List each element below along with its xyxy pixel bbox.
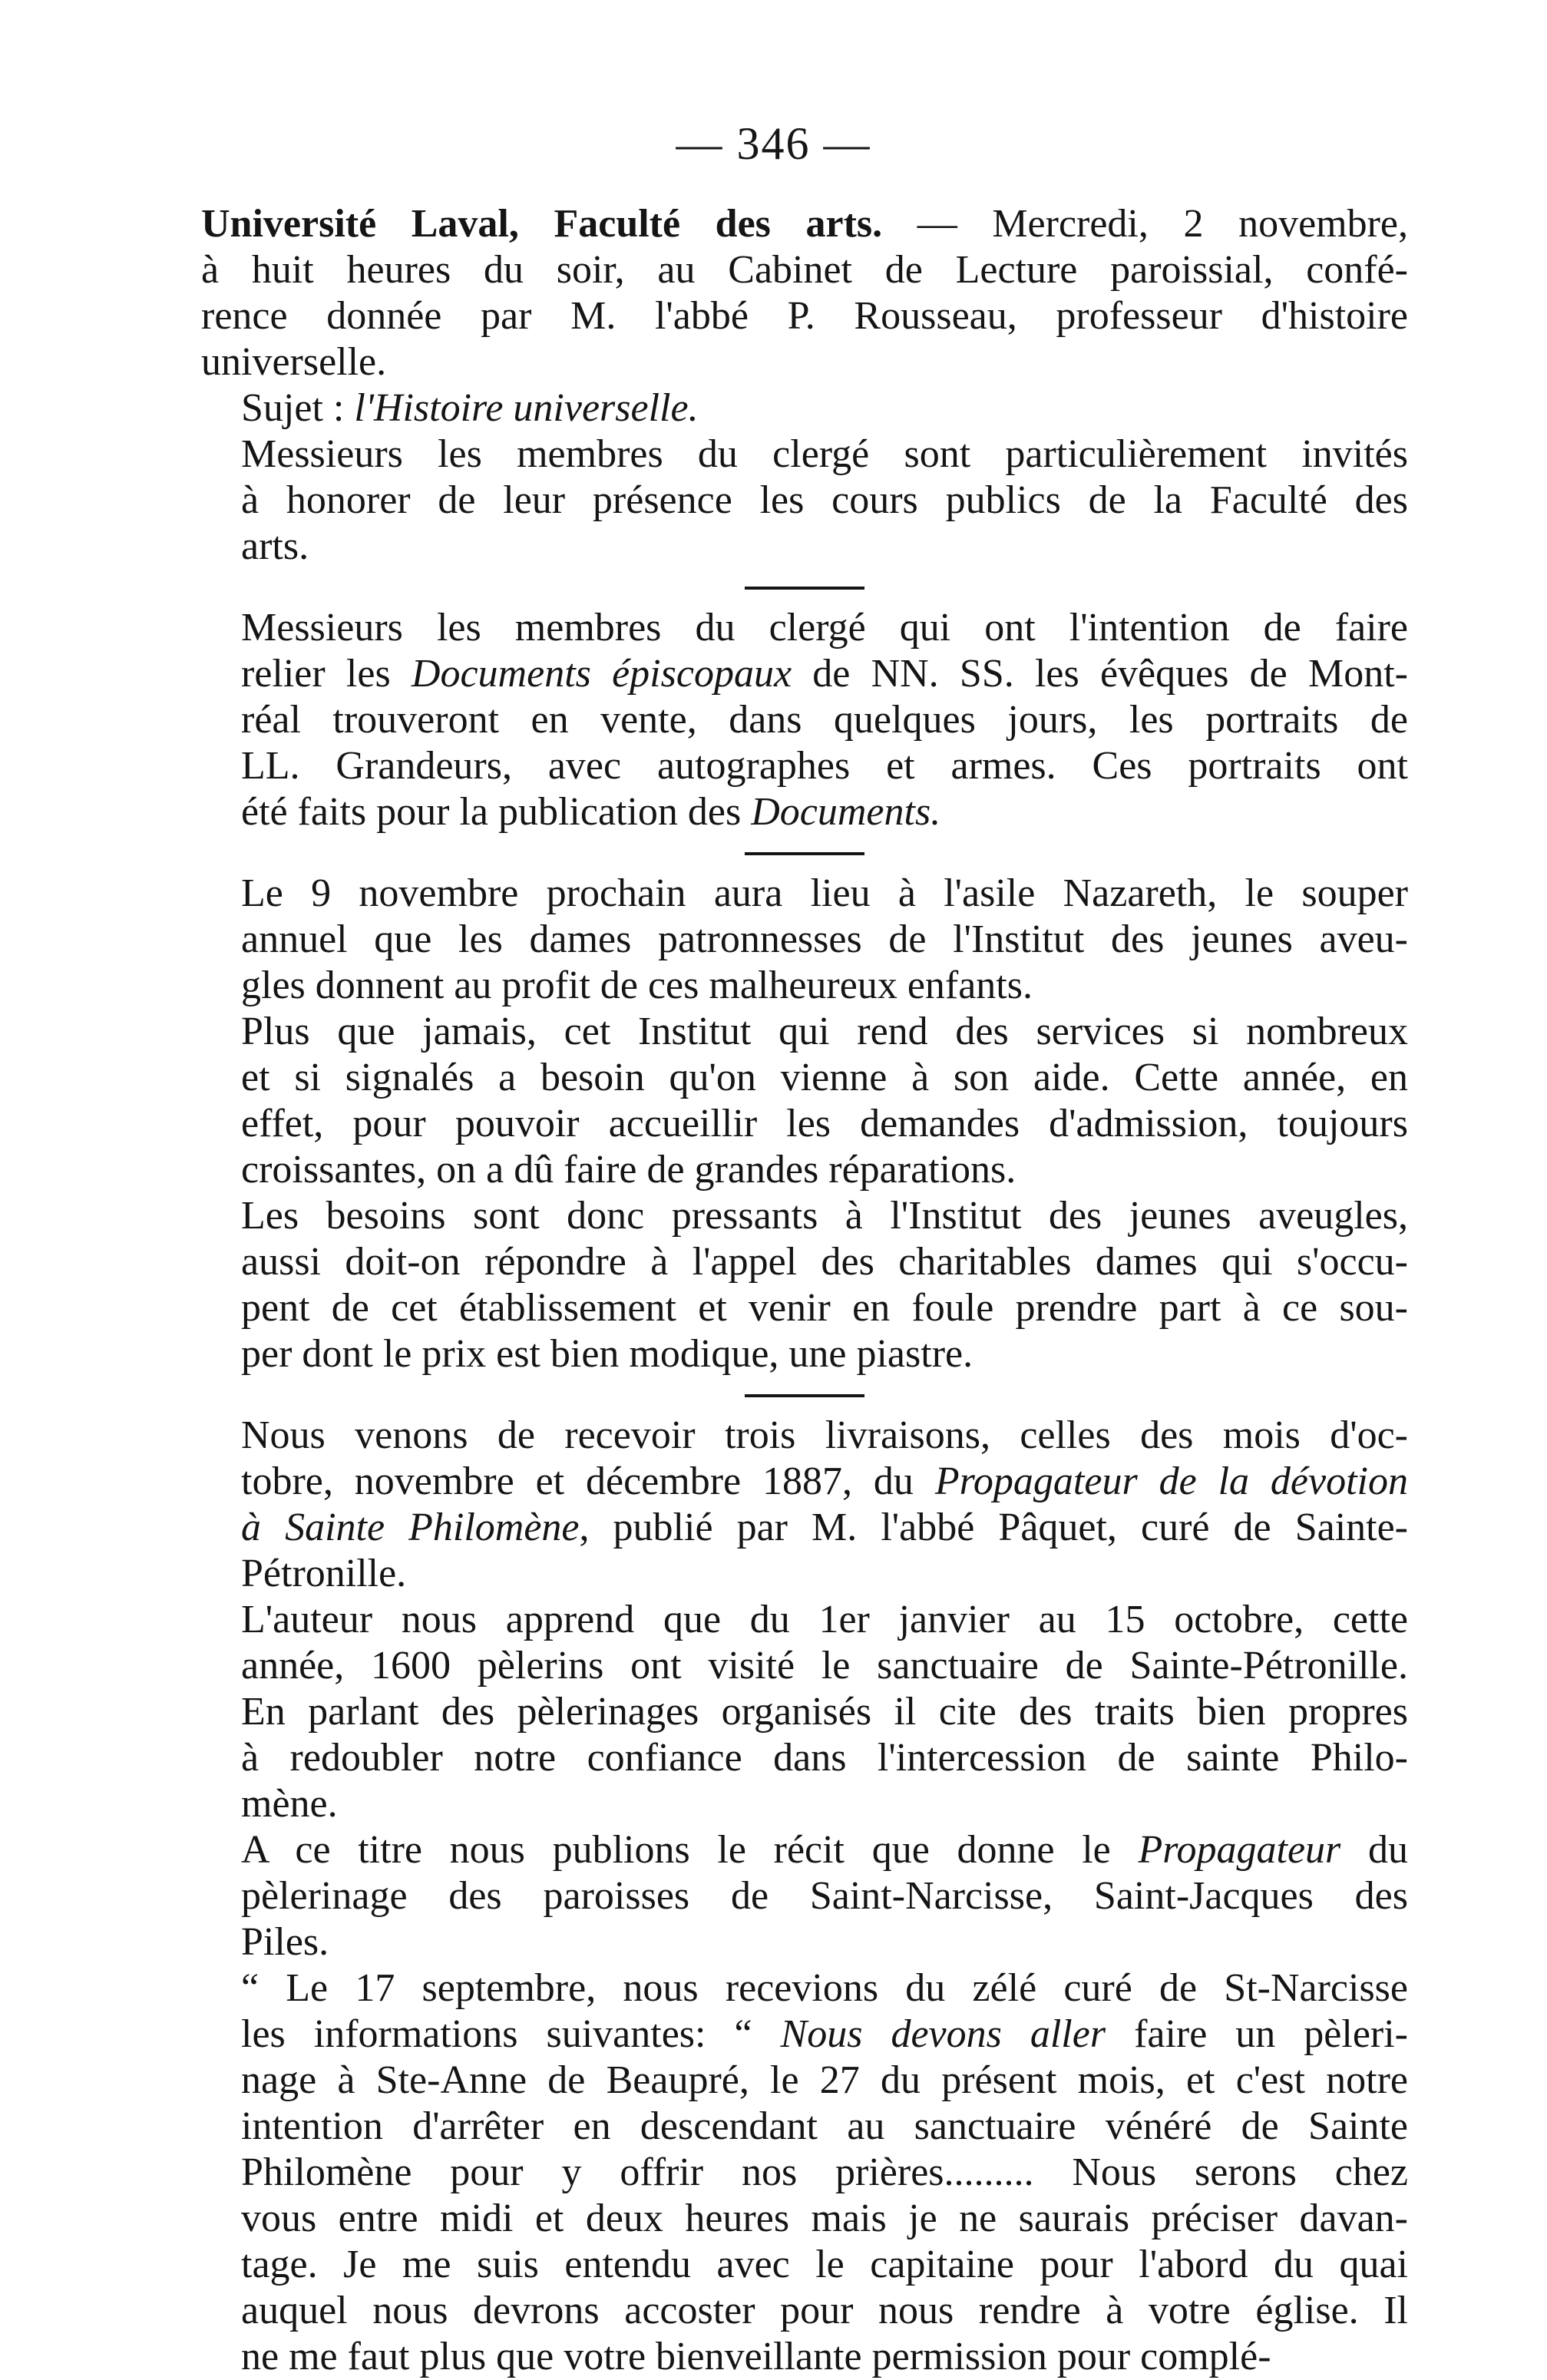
notice-section xyxy=(201,201,1408,570)
text-line xyxy=(201,1505,1408,1551)
text-line xyxy=(201,1551,1408,1597)
paragraph xyxy=(201,201,1408,385)
text-run: LL. Grandeurs, avec autographes et armes. Ces portraits ont xyxy=(241,744,1408,788)
text-run: A ce titre nous publions le récit que donne le xyxy=(241,1828,1139,1872)
italic-run: Documents. xyxy=(751,790,941,834)
document-body xyxy=(201,201,1408,2380)
text-line xyxy=(201,697,1408,743)
italic-run: à Sainte Philomène xyxy=(241,1506,580,1549)
text-line xyxy=(201,1597,1408,1643)
italic-run: Propagateur xyxy=(1138,1828,1341,1872)
text-line xyxy=(201,2058,1408,2104)
notice-section xyxy=(201,871,1408,1377)
text-line xyxy=(201,871,1408,917)
text-run: faire un pèleri- xyxy=(1106,2012,1408,2056)
paragraph xyxy=(201,1597,1408,1827)
text-line xyxy=(201,478,1408,524)
text-run: année, 1600 pèlerins ont visité le sanctuaire de Sainte-Pétronille. xyxy=(241,1644,1408,1687)
text-run: Sujet : xyxy=(241,386,355,430)
notice-section xyxy=(201,1413,1408,2380)
text-line xyxy=(201,1239,1408,1285)
text-line xyxy=(201,293,1408,339)
text-run: nage à Ste-Anne de Beaupré, le 27 du présent mois, et c'est notre xyxy=(241,2058,1408,2102)
text-run: effet, pour pouvoir accueillir les demandes d'admission, toujours xyxy=(241,1102,1408,1145)
text-line xyxy=(201,201,1408,247)
paragraph xyxy=(201,1827,1408,1965)
text-run: Philomène pour y offrir nos prières......... Nous serons chez xyxy=(241,2150,1408,2194)
text-line xyxy=(201,2288,1408,2334)
section-divider xyxy=(745,852,864,855)
text-run: à redoubler notre confiance dans l'intercession de sainte Philo- xyxy=(241,1736,1408,1780)
text-line xyxy=(201,2150,1408,2196)
text-run: mène. xyxy=(241,1782,338,1826)
text-line xyxy=(201,743,1408,789)
text-run: gles donnent au profit de ces malheureux enfants. xyxy=(241,964,1033,1007)
text-run: per dont le prix est bien modique, une piastre. xyxy=(241,1332,973,1376)
text-run: Nous venons de recevoir trois livraisons, celles des mois d'oc- xyxy=(241,1413,1408,1457)
text-line xyxy=(201,1285,1408,1331)
text-run: aussi doit-on répondre à l'appel des charitables dames qui s'occu- xyxy=(241,1240,1408,1284)
text-run: Le 9 novembre prochain aura lieu à l'asile Nazareth, le souper xyxy=(241,871,1408,915)
text-run: , publié par M. l'abbé Pâquet, curé de Sainte- xyxy=(579,1506,1408,1549)
paragraph xyxy=(201,1965,1408,2380)
text-line xyxy=(201,789,1408,835)
page-number: — 346 — xyxy=(676,118,871,169)
text-line xyxy=(201,247,1408,293)
text-run: réal trouveront en vente, dans quelques jours, les portraits de xyxy=(241,698,1408,742)
text-line xyxy=(201,1781,1408,1827)
text-line xyxy=(201,2011,1408,2058)
text-run: de NN. SS. les évêques de Mont- xyxy=(792,652,1408,696)
text-line xyxy=(201,1413,1408,1459)
paragraph xyxy=(201,1193,1408,1377)
text-line xyxy=(201,431,1408,478)
text-line xyxy=(201,2334,1408,2380)
text-run: ne me faut plus que votre bienveillante permission pour complé- xyxy=(241,2335,1271,2378)
text-run: rence donnée par M. l'abbé P. Rousseau, professeur d'histoire xyxy=(201,294,1408,338)
text-line xyxy=(201,2196,1408,2242)
text-line xyxy=(201,1965,1408,2011)
text-run: “ Le 17 septembre, nous recevions du zélé curé de St-Narcisse xyxy=(241,1966,1408,2010)
text-line xyxy=(201,1735,1408,1781)
text-run: pent de cet établissement et venir en foule prendre part à ce sou- xyxy=(241,1286,1408,1330)
text-line xyxy=(201,385,1408,431)
text-run: du xyxy=(1340,1828,1408,1872)
text-run: Pétronille. xyxy=(241,1552,407,1595)
text-line xyxy=(201,605,1408,651)
text-run: les informations suivantes: “ xyxy=(241,2012,781,2056)
section-divider xyxy=(745,1394,864,1397)
text-line xyxy=(201,1147,1408,1193)
text-run: à huit heures du soir, au Cabinet de Lecture paroissial, confé- xyxy=(201,248,1408,292)
paragraph xyxy=(201,1009,1408,1193)
paragraph xyxy=(201,431,1408,570)
paragraph xyxy=(201,605,1408,835)
text-run: relier les xyxy=(241,652,412,696)
text-line xyxy=(201,1919,1408,1965)
text-line xyxy=(201,963,1408,1009)
italic-run: Nous devons aller xyxy=(780,2012,1106,2056)
text-run: Les besoins sont donc pressants à l'Institut des jeunes aveugles, xyxy=(241,1194,1408,1238)
text-run: universelle. xyxy=(201,340,387,384)
text-line xyxy=(201,2242,1408,2288)
text-line xyxy=(201,1827,1408,1873)
text-run: Messieurs les membres du clergé qui ont l'intention de faire xyxy=(241,606,1408,650)
text-line xyxy=(201,1459,1408,1505)
text-line xyxy=(201,1009,1408,1055)
text-line xyxy=(201,1873,1408,1919)
text-run: auquel nous devrons accoster pour nous rendre à votre église. Il xyxy=(241,2289,1408,2332)
text-line xyxy=(201,1689,1408,1735)
text-line xyxy=(201,917,1408,963)
text-line xyxy=(201,651,1408,697)
text-run: et si signalés a besoin qu'on vienne à son aide. Cette année, en xyxy=(241,1056,1408,1099)
paragraph xyxy=(201,1413,1408,1597)
text-line xyxy=(201,2104,1408,2150)
text-line xyxy=(201,1193,1408,1239)
text-run: pèlerinage des paroisses de Saint-Narcisse, Saint-Jacques des xyxy=(241,1874,1408,1918)
text-line xyxy=(201,1643,1408,1689)
paragraph xyxy=(201,871,1408,1009)
text-line xyxy=(201,1331,1408,1377)
text-line xyxy=(201,339,1408,385)
text-run: Plus que jamais, cet Institut qui rend des services si nombreux xyxy=(241,1010,1408,1053)
text-run: été faits pour la publication des xyxy=(241,790,752,834)
text-run: croissantes, on a dû faire de grandes réparations. xyxy=(241,1148,1016,1192)
text-run: à honorer de leur présence les cours publics de la Faculté des xyxy=(241,478,1408,522)
italic-run: l'Histoire universelle. xyxy=(354,386,699,430)
text-line xyxy=(201,1101,1408,1147)
text-run: Messieurs les membres du clergé sont particulièrement invités xyxy=(241,432,1408,476)
text-run: tage. Je me suis entendu avec le capitaine pour l'abord du quai xyxy=(241,2243,1408,2286)
text-run: L'auteur nous apprend que du 1er janvier au 15 octobre, cette xyxy=(241,1598,1408,1641)
text-run: En parlant des pèlerinages organisés il cite des traits bien propres xyxy=(241,1690,1408,1734)
text-line xyxy=(201,524,1408,570)
text-line xyxy=(201,1055,1408,1101)
section-divider xyxy=(745,587,864,590)
heading-run: Université Laval, Faculté des arts. xyxy=(201,202,883,246)
text-run: Piles. xyxy=(241,1920,329,1964)
italic-run: Documents épiscopaux xyxy=(411,652,792,696)
text-run: tobre, novembre et décembre 1887, du xyxy=(241,1459,935,1503)
paragraph xyxy=(201,385,1408,431)
notice-section xyxy=(201,605,1408,835)
text-run: vous entre midi et deux heures mais je ne saurais préciser davan- xyxy=(241,2197,1408,2240)
text-run: annuel que les dames patronnesses de l'Institut des jeunes aveu- xyxy=(241,917,1408,961)
text-run: arts. xyxy=(241,524,309,568)
text-run: — Mercredi, 2 novembre, xyxy=(882,202,1408,246)
text-run: intention d'arrêter en descendant au sanctuaire vénéré de Sainte xyxy=(241,2104,1408,2148)
italic-run: Propagateur de la dévotion xyxy=(934,1459,1408,1503)
